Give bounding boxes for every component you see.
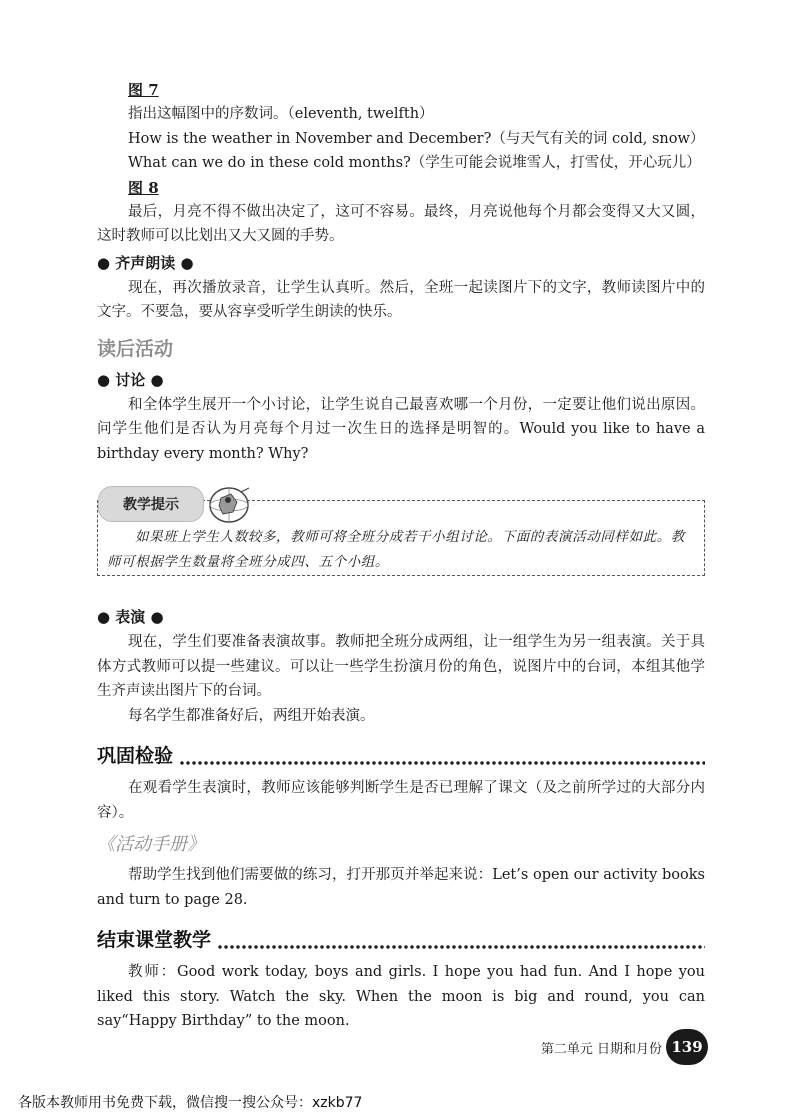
perform-heading: ● 表演 ● — [97, 608, 164, 626]
consolidation-title: 巩固检验 — [97, 745, 174, 767]
activity-book-paragraph: 帮助学生找到他们需要做的练习，打开那页并举起来说：Let’s open our activity books and turn to page 28. — [97, 867, 705, 908]
dotted-rule — [217, 944, 705, 950]
page-content — [97, 78, 705, 1034]
discussion-paragraph: 和全体学生展开一个小讨论，让学生说自己最喜欢哪一个月份，一定要让他们说出原因。问学生他们是否认为月亮每个月过一次生日的选择是明智的。Would you like to have a birthday every month? Why? — [97, 396, 705, 462]
perform-paragraph-2: 每名学生都准备好后，两组开始表演。 — [128, 707, 375, 724]
figure-7-label: 图 7 — [128, 81, 159, 99]
read-aloud-paragraph: 现在，再次播放录音，让学生认真听。然后，全班一起读图片下的文字，教师读图片中的文字。不要急，要从容享受听学生朗读的快乐。 — [97, 279, 705, 320]
activity-book-title: 《活动手册》 — [97, 834, 205, 855]
watermark-text: 各版本教师用书免费下载，微信搜一搜公众号：xzkb77 — [18, 1095, 363, 1111]
post-reading-title: 读后活动 — [97, 337, 174, 360]
teaching-tip-box — [97, 484, 705, 584]
tip-tag: 教学提示 — [98, 486, 204, 522]
globe-icon — [207, 484, 253, 524]
dotted-rule — [179, 760, 705, 766]
page-footer — [541, 1029, 708, 1065]
fig7-line-1: 指出这幅图中的序数词。（eleventh, twelfth） — [128, 106, 434, 122]
unit-label: 第二单元 日期和月份 — [540, 1041, 662, 1057]
fig7-line-2: How is the weather in November and December?（与天气有关的词 cold, snow） — [128, 130, 705, 147]
discussion-heading: ● 讨论 ● — [97, 370, 164, 389]
fig7-line-3: What can we do in these cold months?（学生可能会说堆雪人，打雪仗，开心玩儿） — [128, 155, 701, 171]
closing-paragraph: 教师：Good work today, boys and girls. I hope you had fun. And I hope you liked this story. Watch the sky. When the moon is big and round, you can say“Happy Birthday” to the moon. — [97, 964, 705, 1029]
fig8-paragraph: 最后，月亮不得不做出决定了，这可不容易。最终，月亮说他每个月都会变得又大又圆，这时教师可以比划出又大又圆的手势。 — [97, 203, 705, 244]
closing-title: 结束课堂教学 — [97, 929, 212, 951]
tip-text: 如果班上学生人数较多，教师可将全班分成若干小组讨论。下面的表演活动同样如此。教师可根据学生数量将全班分成四、五个小组。 — [107, 529, 685, 570]
consolidation-heading-row — [97, 742, 705, 770]
page-number: 139 — [666, 1029, 708, 1065]
perform-paragraph-1: 现在，学生们要准备表演故事。教师把全班分成两组，让一组学生为另一组表演。关于具体方式教师可以提一些建议。可以让一些学生扮演月份的角色，说图片中的台词，本组其他学生齐声读出图片下的台词。 — [97, 634, 705, 699]
figure-8-label: 图 8 — [128, 178, 159, 197]
consolidation-paragraph: 在观看学生表演时，教师应该能够判断学生是否已理解了课文（及之前所学过的大部分内容）。 — [97, 780, 705, 821]
read-aloud-heading: ● 齐声朗读 ● — [97, 253, 194, 272]
closing-heading-row — [97, 926, 705, 954]
